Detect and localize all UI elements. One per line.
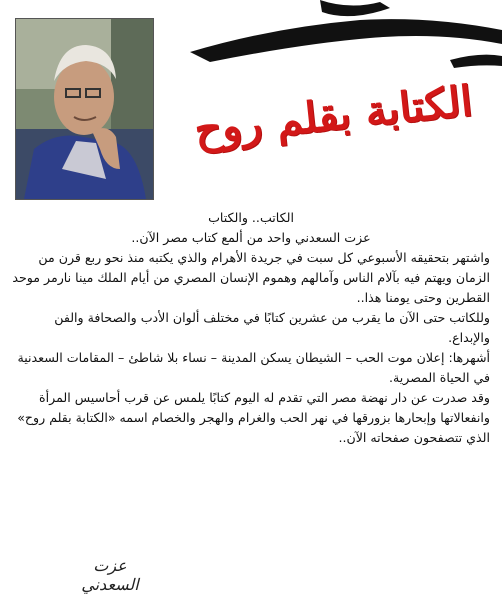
brush-stroke-icon <box>150 0 502 80</box>
author-signature: عزت السعدني <box>81 556 139 594</box>
article-paragraph: أشهرها: إعلان موت الحب – الشيطان يسكن المدينة – نساء بلا شاطئ – المقامات السعدنية في الحياة المصرية. <box>17 350 490 385</box>
article-heading: الكاتب.. والكتاب <box>208 210 294 225</box>
article-paragraph: وللكاتب حتى الآن ما يقرب من عشرين كتابًا في مختلف ألوان الأدب والصحافة والفن والإبداع. <box>54 310 490 345</box>
article-intro: عزت السعدني واحد من ألمع كتاب مصر الآن.. <box>131 230 371 245</box>
author-portrait-icon <box>16 19 153 199</box>
author-portrait <box>15 18 154 200</box>
article-paragraph: وقد صدرت عن دار نهضة مصر التي تقدم له اليوم كتابًا يلمس عن قرب أحاسيس المرأة وانفعالاتها وإبحارها بزورقها في نهر الحب والغرام والهجر والخصام اسمه «الكتابة بقلم روح» الذي تتصفحون صفحاته الآن.. <box>17 390 490 445</box>
article-body <box>12 208 490 448</box>
article-paragraph: واشتهر بتحقيقه الأسبوعي كل سبت في جريدة الأهرام والذي يكتبه منذ نحو ربع قرن من الزمان ويهتم فيه بآلام الناس وآمالهم وهموم الإنسان المصري من أيام الملك مينا نارمر موحد القطرين وحتى يومنا هذا.. <box>12 250 490 305</box>
page-title: الكتابة بقلم روح <box>191 76 475 155</box>
